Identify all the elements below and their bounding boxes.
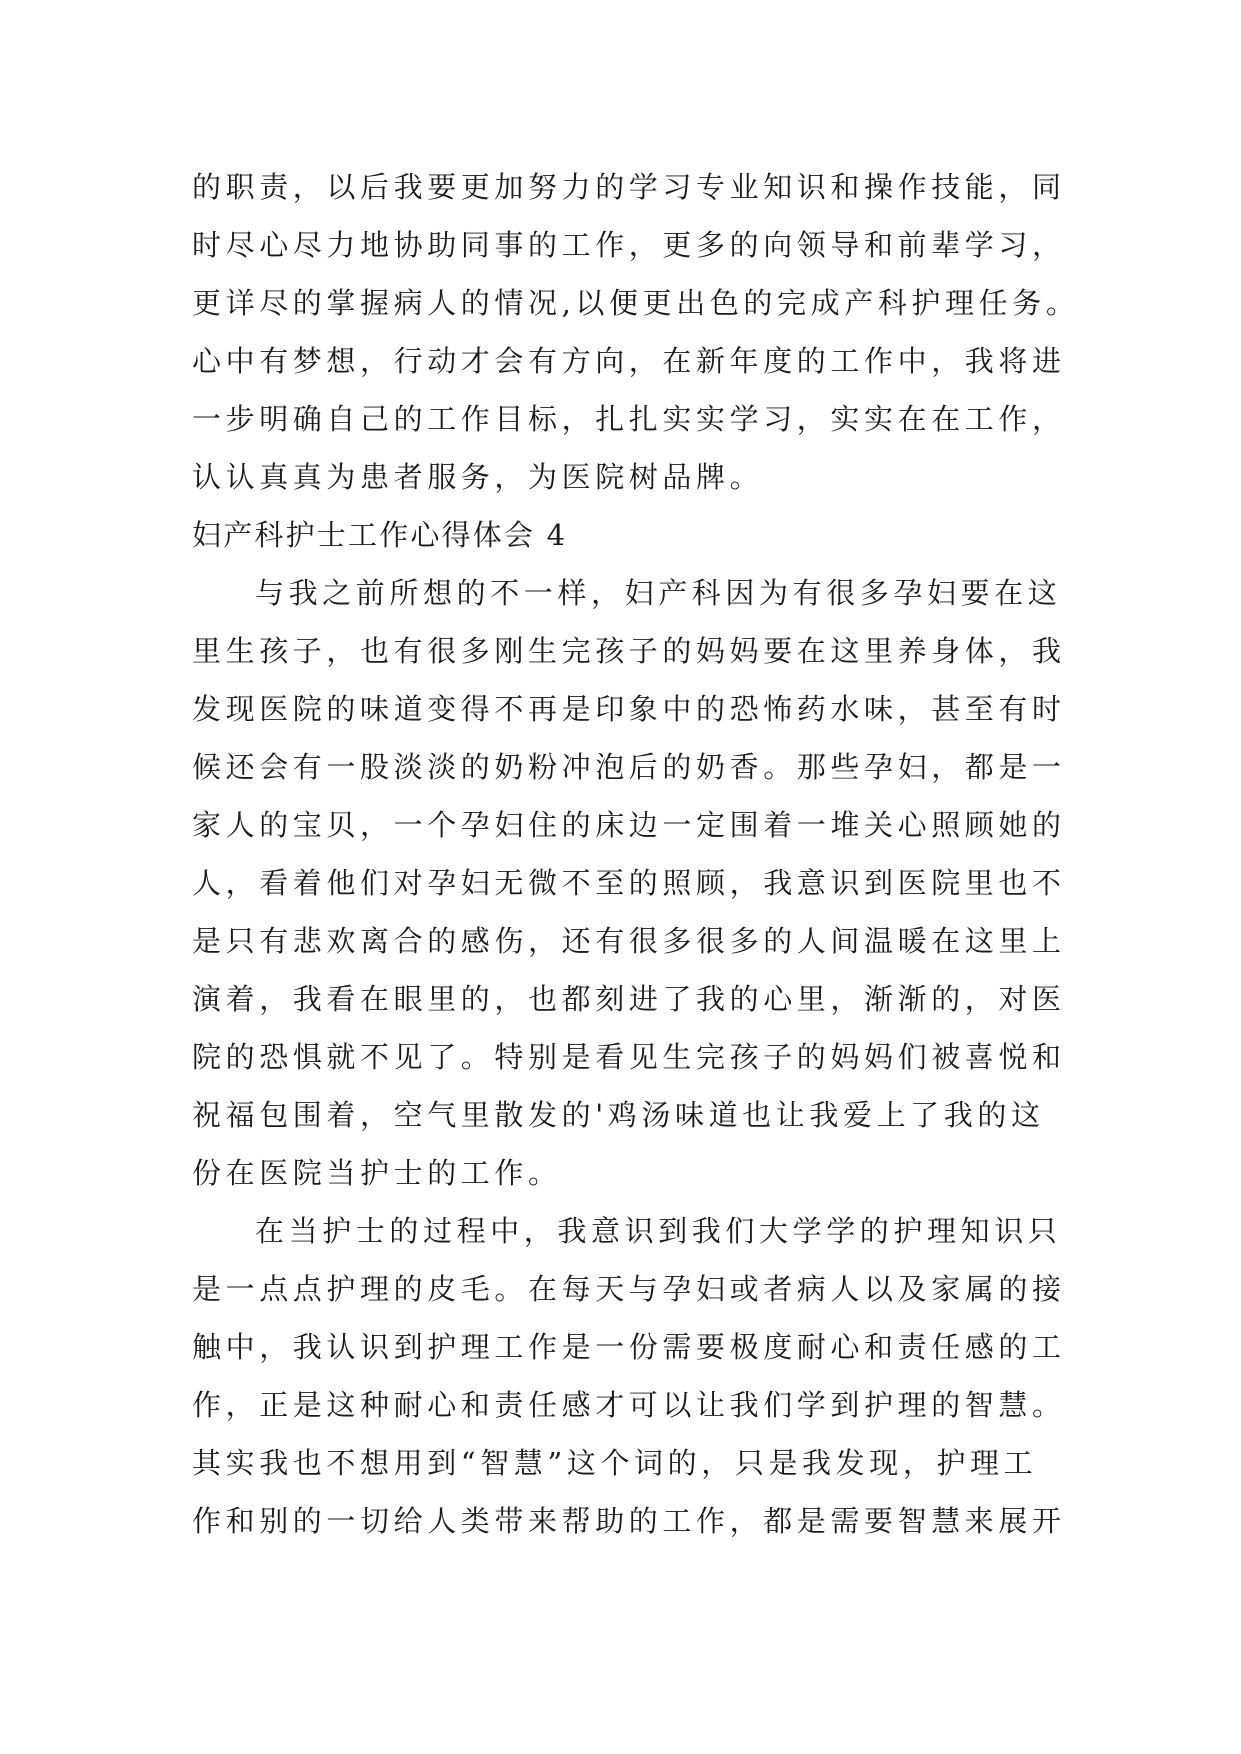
text-line: 更详尽的掌握病人的情况,以便更出色的完成产科护理任务。 [192, 286, 1080, 320]
text-line: 作和别的一切给人类带来帮助的工作，都是需要智慧来展开 [192, 1504, 1066, 1538]
text-line: 作，正是这种耐心和责任感才可以让我们学到护理的智慧。 [192, 1388, 1066, 1422]
text-line: 时尽心尽力地协助同事的工作，更多的向领导和前辈学习， [192, 228, 1066, 262]
text-line: 是一点点护理的皮毛。在每天与孕妇或者病人以及家属的接 [192, 1272, 1066, 1306]
text-line: 其实我也不想用到“智慧”这个词的，只是我发现，护理工 [192, 1446, 1038, 1480]
text-line: 家人的宝贝，一个孕妇住的床边一定围着一堆关心照顾她的 [192, 808, 1066, 842]
text-line: 里生孩子，也有很多刚生完孩子的妈妈要在这里养身体，我 [192, 634, 1066, 668]
text-line: 发现医院的味道变得不再是印象中的恐怖药水味，甚至有时 [192, 692, 1066, 726]
text-line: 人，看着他们对孕妇无微不至的照顾，我意识到医院里也不 [192, 866, 1066, 900]
text-line: 认认真真为患者服务，为医院树品牌。 [192, 460, 764, 494]
text-line: 与我之前所想的不一样，妇产科因为有很多孕妇要在这 [255, 576, 1062, 610]
section-title: 妇产科护士工作心得体会 4 [192, 518, 568, 552]
text-line: 的职责，以后我要更加努力的学习专业知识和操作技能，同 [192, 170, 1066, 204]
text-line: 份在医院当护士的工作。 [192, 1156, 562, 1190]
text-line: 是只有悲欢离合的感伤，还有很多很多的人间温暖在这里上 [192, 924, 1066, 958]
text-line: 院的恐惧就不见了。特别是看见生完孩子的妈妈们被喜悦和 [192, 1040, 1066, 1074]
text-line: 心中有梦想，行动才会有方向，在新年度的工作中，我将进 [192, 344, 1066, 378]
text-line: 祝福包围着，空气里散发的'鸡汤味道也让我爱上了我的这 [192, 1098, 1045, 1132]
text-line: 触中，我认识到护理工作是一份需要极度耐心和责任感的工 [192, 1330, 1066, 1364]
text-line: 一步明确自己的工作目标，扎扎实实学习，实实在在工作， [192, 402, 1066, 436]
text-line: 在当护士的过程中，我意识到我们大学学的护理知识只 [255, 1214, 1062, 1248]
text-line: 候还会有一股淡淡的奶粉冲泡后的奶香。那些孕妇，都是一 [192, 750, 1066, 784]
text-line: 演着，我看在眼里的，也都刻进了我的心里，渐渐的，对医 [192, 982, 1066, 1016]
